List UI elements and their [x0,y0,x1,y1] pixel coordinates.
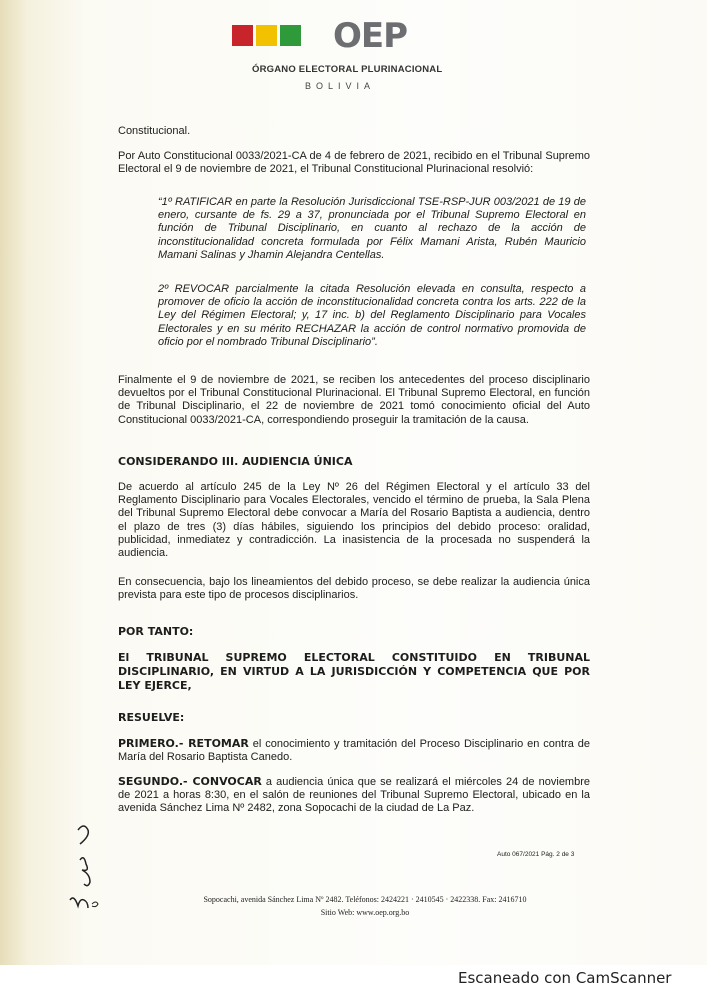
segundo-text: a audiencia única que se realizará el miércoles 24 de noviembre de 2021 a horas 8:30, en el salón de reuniones del Tribunal Supremo Electoral, ubicado en la avenida Sánchez Lima Nº 2482, zona Sopocachi de la ciudad de La Paz. [118,776,590,815]
paragraph-auto-constitucional: Por Auto Constitucional 0033/2021-CA de 4 de febrero de 2021, recibido en el Tribunal Supremo Electoral el 9 de noviembre de 2021, el Tribunal Constitucional Plurinacional resolvió: [118,150,590,176]
camscanner-watermark: Escaneado con CamScanner [458,969,672,987]
paragraph-finalmente: Finalmente el 9 de noviembre de 2021, se reciben los antecedentes del proceso disciplinario devueltos por el Tribunal Constitucional Plurinacional. El Tribunal Supremo Electoral, en función de Tribunal Disciplinario, el 22 de noviembre de 2021 tomó conocimiento oficial del Auto Constitucional 0033/2021-CA, correspondiendo proseguir la tramitación de la causa. [118,374,590,426]
footer-address: Sopocachi, avenida Sánchez Lima Nº 2482. Teléfonos: 2424221 · 2410545 · 2422338. Fax: 2416710 [203,895,527,904]
paragraph-constitucional: Constitucional. [118,125,191,137]
oep-logo [232,16,452,102]
country-name: BOLIVIA [305,81,376,91]
logo-square-red [232,25,253,46]
logo-square-yellow [256,25,277,46]
paragraph-en-consecuencia: En consecuencia, bajo los lineamientos del debido proceso, se debe realizar la audiencia única prevista para este tipo de procesos disciplinarios. [118,576,590,602]
handwritten-initials [58,820,118,930]
paragraph-tribunal-constituido: El TRIBUNAL SUPREMO ELECTORAL CONSTITUIDO EN TRIBUNAL DISCIPLINARIO, EN VIRTUD A LA JURISDICCIÓN Y COMPETENCIA QUE POR LEY EJERCE, [118,651,590,692]
paragraph-de-acuerdo: De acuerdo al artículo 245 de la Ley Nº 26 del Régimen Electoral y el artículo 33 del Reglamento Disciplinario para Vocales Electorales, vencido el término de prueba, la Sala Plena del Tribunal Supremo Electoral debe convocar a María del Rosario Baptista a audiencia, dentro el plazo de tres (3) días hábiles, siguiendo los principios del debido proceso: oralidad, publicidad, inmediatez y contradicción. La inasistencia de la procesada no suspenderá la audiencia. [118,481,590,560]
heading-considerando-iii: CONSIDERANDO III. AUDIENCIA ÚNICA [118,455,353,468]
primero-label: PRIMERO.- RETOMAR [118,737,249,750]
logo-square-green [280,25,301,46]
heading-resuelve: RESUELVE: [118,711,185,724]
logo-text: OEP [333,16,408,56]
quote-revocar: 2º REVOCAR parcialmente la citada Resolución elevada en consulta, respecto a promover de oficio la acción de inconstitucionalidad concreta contra los arts. 222 de la Ley del Régimen Electoral; y, 17 inc. b) del Reglamento Disciplinario para Vocales Electorales y en su mérito RECHAZAR la acción de control normativo promovida de oficio por el nombrado Tribunal Disciplinario”. [158,283,586,348]
primero-text: el conocimiento y tramitación del Proceso Disciplinario en contra de María del Rosario Baptista Canedo. [118,738,591,764]
paragraph-segundo [118,775,590,816]
quote-ratificar: “1º RATIFICAR en parte la Resolución Jurisdiccional TSE-RSP-JUR 003/2021 de 19 de enero, cursante de fs. 29 a 37, pronunciada por el Tribunal Supremo Electoral en función de Tribunal Disciplinario, en cuanto al rechazo de la acción de inconstitucionalidad concreta formulada por Félix Mamani Arista, Rubén Mauricio Mamani Salinas y Jhamin Alejandra Centellas. [158,196,586,261]
segundo-label: SEGUNDO.- CONVOCAR [118,775,262,788]
heading-por-tanto: POR TANTO: [118,625,194,638]
document-reference: Auto 067/2021 Pág. 2 de 3 [497,851,575,858]
logo-squares [232,25,301,46]
paragraph-primero [118,737,590,764]
footer-website: Sitio Web: www.oep.org.bo [320,908,410,917]
organization-name: ÓRGANO ELECTORAL PLURINACIONAL [252,64,443,75]
